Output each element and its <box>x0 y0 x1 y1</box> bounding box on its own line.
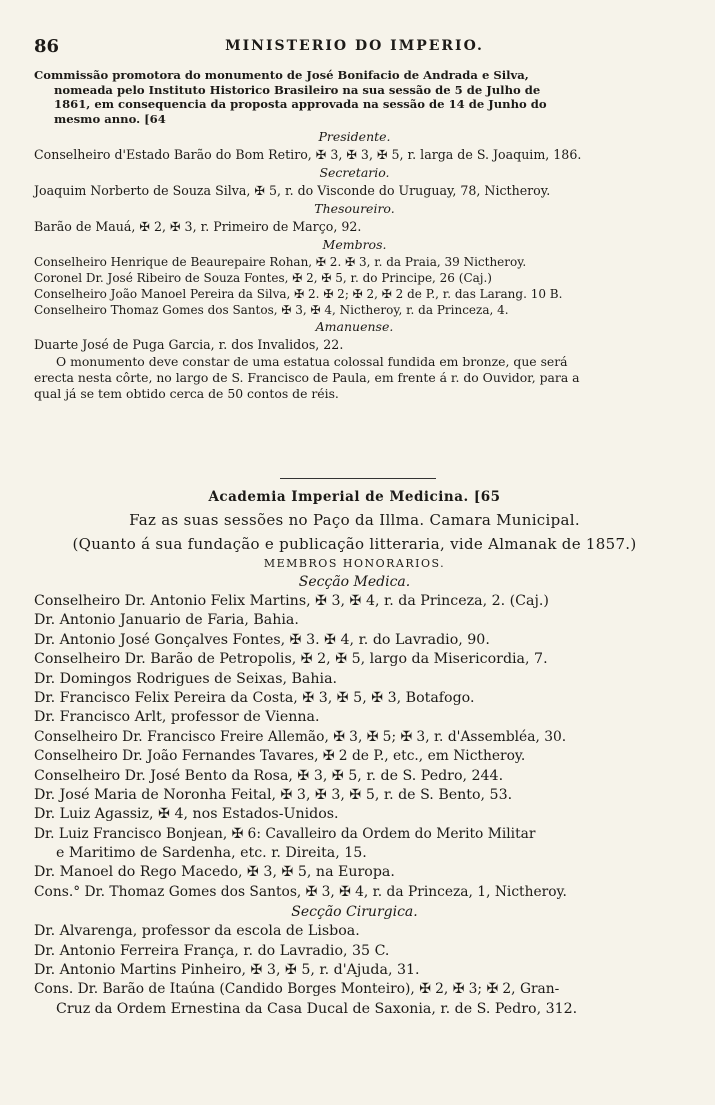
surgical-section-heading: Secção Cirurgica. <box>291 904 418 921</box>
member-entry: Dr. Manoel do Rego Macedo, ✠ 3, ✠ 5, na Europa. <box>34 864 395 881</box>
member-entry: Dr. Antonio Januario de Faria, Bahia. <box>34 612 299 629</box>
member-entry: Dr. Antonio José Gonçalves Fontes, ✠ 3. ✠ 4, r. do Lavradio, 90. <box>34 631 490 648</box>
member-entry: Conselheiro Dr. José Bento da Rosa, ✠ 3, ✠ 5, r. de S. Pedro, 244. <box>34 767 504 784</box>
paragraph-line: O monumento deve constar de uma estatua colossal fundida em bronze, que será <box>56 354 568 369</box>
roster-entry: Conselheiro Henrique de Beaurepaire Rohan, ✠ 2. ✠ 3, r. da Praia, 39 Nictheroy. <box>34 255 527 269</box>
medical-section-heading: Secção Medica. <box>298 574 411 590</box>
running-title: MINISTERIO DO IMPERIO. <box>225 38 484 54</box>
member-entry-continuation: e Maritimo de Sardenha, etc. r. Direita, 15. <box>56 845 367 862</box>
role-heading-secretario: Secretario. <box>319 165 390 180</box>
commission-line: 1861, em consequencia da proposta approvada na sessão de 14 de Junho do <box>54 97 547 111</box>
role-heading-thesoureiro: Thesoureiro. <box>314 201 395 216</box>
academy-reference: (Quanto á sua fundação e publicação litteraria, vide Almanak de 1857.) <box>72 535 637 553</box>
member-entry: Dr. Domingos Rodrigues de Seixas, Bahia. <box>34 670 338 687</box>
member-entry: Dr. Francisco Felix Pereira da Costa, ✠ 3, ✠ 5, ✠ 3, Botafogo. <box>34 689 475 706</box>
role-heading-presidente: Presidente. <box>318 129 391 144</box>
commission-roster <box>34 128 675 402</box>
section-divider <box>280 478 436 479</box>
roster-entry: Barão de Mauá, ✠ 2, ✠ 3, r. Primeiro de Março, 92. <box>34 219 362 234</box>
commission-heading <box>34 68 675 126</box>
commission-line: mesmo anno. [64 <box>54 111 166 126</box>
member-entry: Conselheiro Dr. Barão de Petropolis, ✠ 2, ✠ 5, largo da Misericordia, 7. <box>34 651 548 668</box>
commission-line: Commissão promotora do monumento de José Bonifacio de Andrada e Silva, <box>34 68 529 82</box>
member-entry: Dr. Luiz Agassiz, ✠ 4, nos Estados-Unidos. <box>34 806 339 823</box>
member-entry: Conselheiro Dr. Francisco Freire Allemão, ✠ 3, ✠ 5; ✠ 3, r. d'Assembléa, 30. <box>34 728 567 745</box>
academy-subtitle: Faz as suas sessões no Paço da Illma. Camara Municipal. <box>129 511 580 529</box>
member-entry: Dr. Francisco Arlt, professor de Vienna. <box>34 709 320 726</box>
paragraph-line: erecta nesta côrte, no largo de S. Francisco de Paula, em frente á r. do Ouvidor, para a <box>34 370 580 385</box>
member-entry: Conselheiro Dr. Antonio Felix Martins, ✠ 3, ✠ 4, r. da Princeza, 2. (Caj.) <box>34 593 549 609</box>
role-heading-amanuense: Amanuense. <box>315 319 394 334</box>
paragraph-line: qual já se tem obtido cerca de 50 contos de réis. <box>34 386 339 401</box>
page-number: 86 <box>34 36 60 57</box>
academy-section <box>34 486 675 1019</box>
monument-paragraph <box>34 354 675 402</box>
roster-entry: Conselheiro Thomaz Gomes dos Santos, ✠ 3, ✠ 4, Nictheroy, r. da Princeza, 4. <box>34 303 509 317</box>
roster-entry: Duarte José de Puga Garcia, r. dos Invalidos, 22. <box>34 337 344 352</box>
member-entry: Cons.° Dr. Thomaz Gomes dos Santos, ✠ 3, ✠ 4, r. da Princeza, 1, Nictheroy. <box>34 883 567 900</box>
role-heading-membros: Membros. <box>322 237 387 252</box>
member-entry: Dr. José Maria de Noronha Feital, ✠ 3, ✠ 3, ✠ 5, r. de S. Bento, 53. <box>34 786 513 803</box>
member-entry: Dr. Luiz Francisco Bonjean, ✠ 6: Cavalleiro da Ordem do Merito Militar <box>34 825 536 842</box>
member-entry-continuation: Cruz da Ordem Ernestina da Casa Ducal de Saxonia, r. de S. Pedro, 312. <box>56 1000 578 1017</box>
roster-entry: Conselheiro d'Estado Barão do Bom Retiro, ✠ 3, ✠ 3, ✠ 5, r. larga de S. Joaquim, 186. <box>34 147 582 162</box>
roster-entry: Joaquim Norberto de Souza Silva, ✠ 5, r. do Visconde do Uruguay, 78, Nictheroy. <box>34 183 551 198</box>
member-entry: Cons. Dr. Barão de Itaúna (Candido Borges Monteiro), ✠ 2, ✠ 3; ✠ 2, Gran- <box>34 981 560 998</box>
member-entry: Dr. Antonio Martins Pinheiro, ✠ 3, ✠ 5, r. d'Ajuda, 31. <box>34 962 420 979</box>
commission-line: nomeada pelo Instituto Historico Brasileiro na sua sessão de 5 de Julho de <box>54 82 541 97</box>
roster-entry: Coronel Dr. José Ribeiro de Souza Fontes, ✠ 2, ✠ 5, r. do Principe, 26 (Caj.) <box>34 271 492 285</box>
member-entry: Dr. Alvarenga, professor da escola de Lisboa. <box>34 923 360 940</box>
academy-title: Academia Imperial de Medicina. [65 <box>208 489 501 505</box>
members-header: MEMBROS HONORARIOS. <box>263 557 446 570</box>
member-entry: Dr. Antonio Ferreira França, r. do Lavradio, 35 C. <box>34 942 390 959</box>
member-entry: Conselheiro Dr. João Fernandes Tavares, ✠ 2 de P., etc., em Nictheroy. <box>34 748 526 765</box>
page-header <box>34 36 675 58</box>
roster-entry: Conselheiro João Manoel Pereira da Silva, ✠ 2. ✠ 2; ✠ 2, ✠ 2 de P., r. das Larang. 10 B. <box>34 287 563 301</box>
